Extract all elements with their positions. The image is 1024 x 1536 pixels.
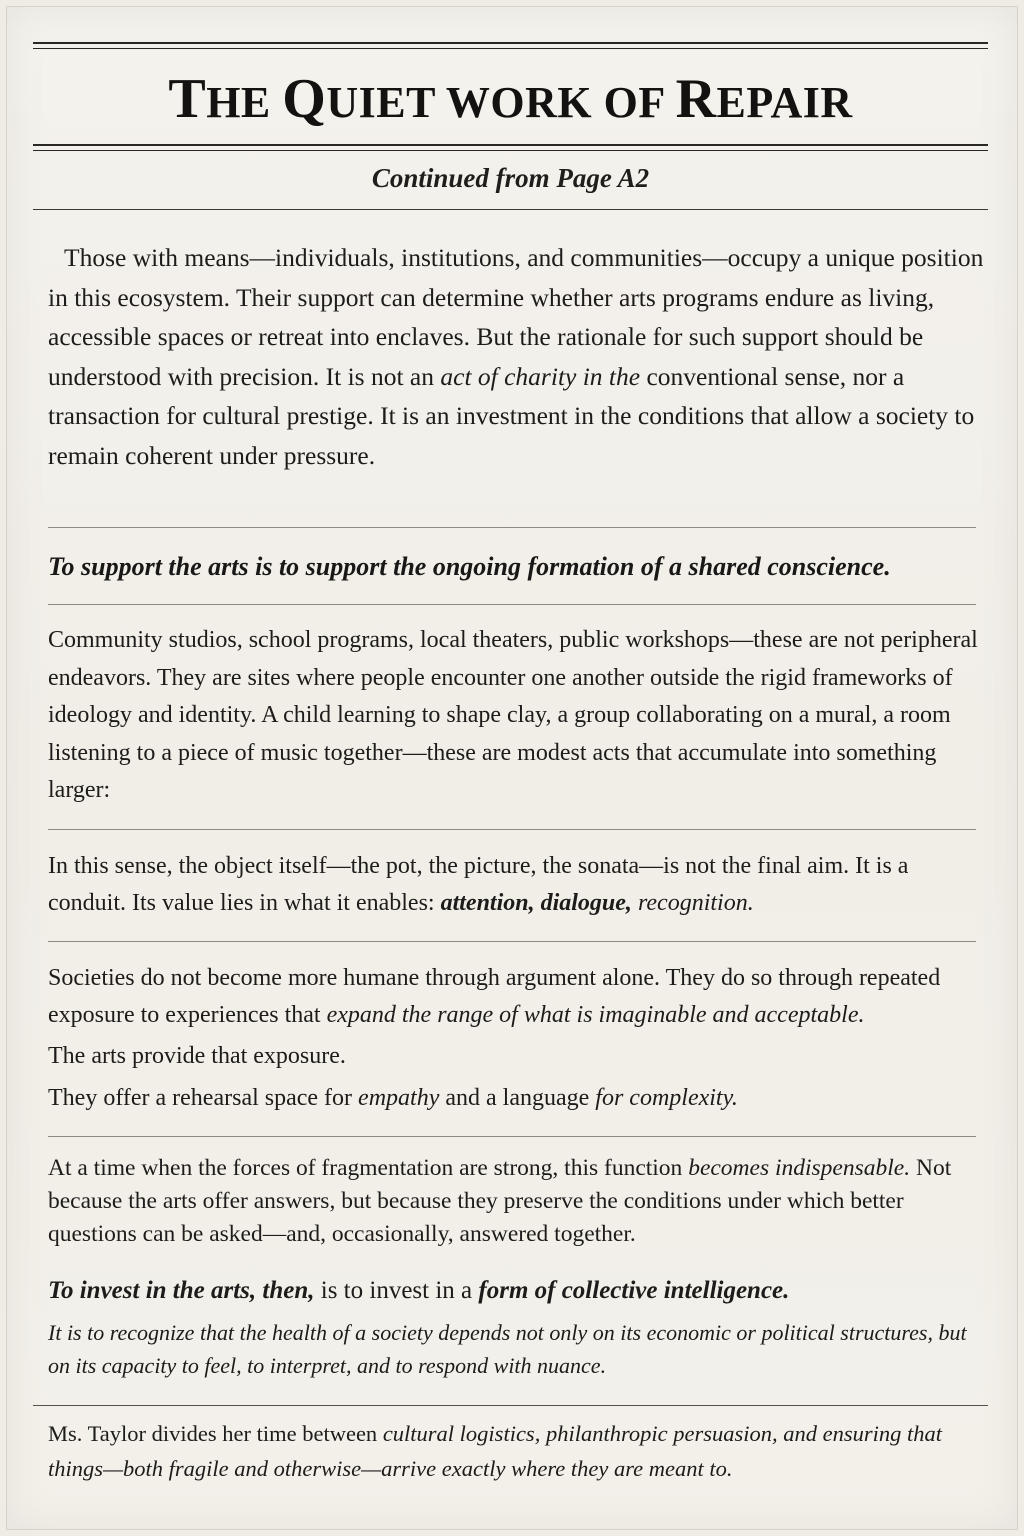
author-byline: Ms. Taylor divides her time between cultural logistics, philanthropic persuasion, and ensuring that things—both fragile and otherwise—arrive exactly where they are meant to. [48, 1421, 942, 1481]
paragraph-exposure: The arts provide that exposure. [48, 1043, 346, 1069]
continued-from-label: Continued from Page A2 [371, 163, 650, 193]
headline: THE QUIET WORK OF REPAIR [168, 68, 853, 130]
masthead-top-rule [33, 42, 988, 49]
paragraph-rehearsal: They offer a rehearsal space for empathy and a language for complexity. [48, 1085, 738, 1111]
pull-quote: To support the arts is to support the ongoing formation of a shared conscience. [48, 552, 891, 581]
section-rule [48, 941, 976, 942]
pull-quote-bottom-rule [48, 604, 976, 605]
section-rule [48, 829, 976, 830]
paragraph-object: In this sense, the object itself—the pot, the picture, the sonata—is not the final aim. It is a conduit. Its value lies in what it enables: attention, dialogue, recognition. [48, 853, 909, 916]
byline-rule [33, 1405, 988, 1406]
paragraph-recognize: It is to recognize that the health of a society depends not only on its economic or political structures, but on its capacity to feel, to interpret, and to respond with nuance. [48, 1320, 967, 1378]
headline-bottom-rule [33, 144, 988, 151]
kicker-rule [33, 209, 988, 210]
paragraph-community: Community studios, school programs, local theaters, public workshops—these are not peripheral endeavors. They are sites where people encounter one another outside the rigid frameworks of ideology and identity. A child learning to shape clay, a group collaborating on a mural, a room listening to a piece of music together—these are modest acts that accumulate into something larger: [48, 627, 978, 803]
section-rule [48, 1136, 976, 1137]
paragraph-fragmentation: At a time when the forces of fragmentation are strong, this function becomes indispensable. Not because the arts offer answers, but because they preserve the conditions under which better questions can be asked—and, occasionally, answered together. [48, 1155, 952, 1247]
pull-quote-top-rule [48, 527, 976, 528]
paragraph-societies: Societies do not become more humane through argument alone. They do so through repeated exposure to experiences that expand the range of what is imaginable and acceptable. [48, 965, 941, 1028]
paragraph-lead: Those with means—individuals, institutions, and communities—occupy a unique position in this ecosystem. Their support can determine whether arts programs endure as living, accessible spaces or retreat into enclaves. But the rationale for such support should be understood with precision. It is not an act of charity in the conventional sense, nor a transaction for cultural prestige. It is an investment in the conditions that allow a society to remain coherent under pressure. [48, 243, 984, 470]
paragraph-invest: To invest in the arts, then, is to invest in a form of collective intelligence. [48, 1277, 790, 1304]
